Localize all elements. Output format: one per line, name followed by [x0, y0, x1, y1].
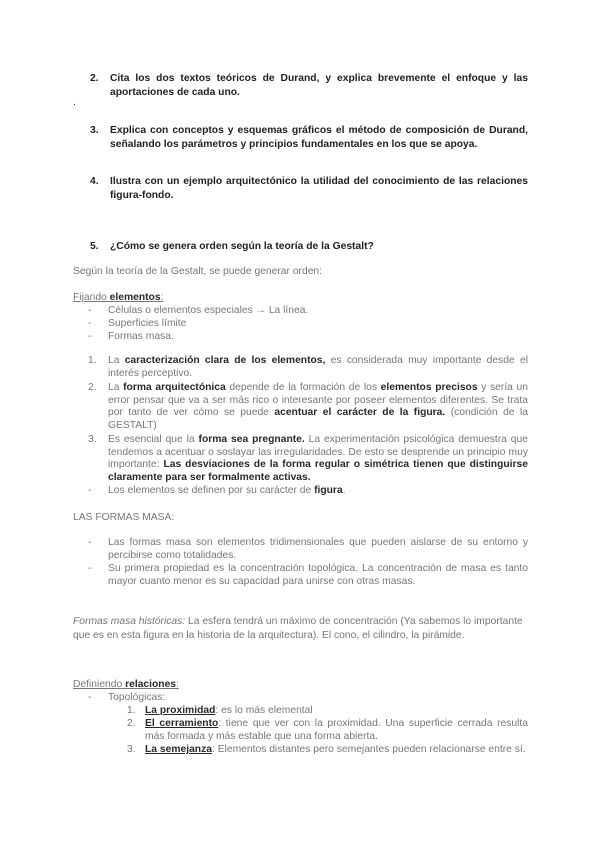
list-item-text: Superficies límite — [108, 318, 187, 329]
definiendo-heading — [73, 679, 179, 692]
fijando-pre: Fijando — [73, 292, 110, 303]
n3-c: La experimentación psicológica demuestra que tendemos a acentuar o soslayar las irregularidades. De esto se desprende un principio muy importante: — [108, 434, 528, 470]
n3-b: forma sea pregnante. — [198, 434, 305, 445]
tail-text — [108, 485, 346, 498]
n2-g: (condición de la GESTALT) — [108, 407, 528, 431]
question-number: 5. — [90, 241, 99, 252]
bullet: - — [88, 692, 92, 703]
relacion-title: La semejanza — [145, 744, 212, 755]
relacion-2 — [145, 718, 528, 743]
n2-f: acentuar el carácter de la figura. — [274, 407, 446, 418]
numbered-item-3 — [108, 434, 528, 484]
list-item-text: Formas masa. — [108, 331, 174, 342]
bullet: - — [88, 563, 92, 574]
list-item-text: Su primera propiedad es la concentración topológica. La concentración de masa es tanto mayor cuanto menor es su capacidad para unirse con otras masas. — [108, 563, 528, 587]
num-2: 2. — [88, 382, 97, 393]
tail-b: figura — [314, 485, 343, 496]
question-3 — [92, 124, 532, 166]
numbered-item-2 — [108, 382, 528, 432]
n3-d: Las desviaciones de la forma regular o simétrica tienen que distinguirse claramente para ser formalmente activas. — [108, 459, 528, 483]
fijando-post: : — [160, 292, 164, 303]
list-item-text: Células o elementos especiales → La línea. — [108, 305, 309, 316]
question-text: Explica con conceptos y esquemas gráficos el método de composición de Durand, señalando los parámetros y principios fundamentales en los que se apoya. — [110, 125, 528, 150]
relacion-3 — [145, 744, 528, 757]
bullet: - — [88, 485, 92, 496]
n2-d: elementos precisos — [380, 382, 478, 393]
rel-num-2: 2. — [127, 718, 136, 729]
historicas-label: Formas masa históricas: — [73, 616, 186, 627]
num-3: 3. — [88, 434, 97, 445]
tail-c: . — [342, 485, 346, 496]
definiendo-bold: relaciones — [125, 679, 177, 690]
n2-c: depende de la formación de los — [225, 382, 381, 393]
question-text: Ilustra con un ejemplo arquitectónico la utilidad del conocimiento de las relaciones figura-fondo. — [110, 176, 528, 201]
fijando-bold: elementos — [109, 292, 161, 303]
question-2 — [92, 72, 532, 100]
n1-b: caracterización clara de los elementos, — [124, 355, 326, 366]
tail-a: Los elementos se definen por su carácter de — [108, 485, 315, 496]
list-item-text: Las formas masa son elementos tridimensionales que pueden aislarse de su entorno y percibirse como totalidades. — [108, 537, 528, 561]
rel-num-3: 3. — [127, 744, 136, 755]
stray-dot: . — [73, 97, 76, 108]
bullet: - — [88, 537, 92, 548]
bullet: - — [88, 331, 92, 342]
fijando-heading — [73, 292, 163, 305]
n2-a: La — [108, 382, 124, 393]
n1-c: es considerada muy importante desde el interés perceptivo. — [108, 355, 528, 379]
numbered-item-1 — [108, 355, 528, 380]
relacion-text: : tiene que ver con la proximidad. Una superficie cerrada resulta más formada y más estable que una forma abierta. — [145, 718, 528, 742]
num-1: 1. — [88, 355, 97, 366]
definiendo-pre: Definiendo — [73, 679, 126, 690]
question-5 — [92, 240, 532, 254]
question-text: ¿Cómo se genera orden según la teoría de la Gestalt? — [110, 241, 374, 252]
question-number: 2. — [90, 73, 99, 84]
rel-num-1: 1. — [127, 705, 136, 716]
n2-e: y sería un error pensar que va a ser más rico o interesante por poseer elementos diferentes. Se trata por tanto de ver cómo se puede — [108, 382, 529, 418]
question-4 — [92, 175, 532, 203]
bullet: - — [88, 318, 92, 329]
n1-a: La — [108, 355, 125, 366]
question-number: 4. — [90, 176, 99, 187]
formas-heading: LAS FORMAS MASA: — [73, 512, 175, 523]
historicas-paragraph — [73, 615, 528, 642]
relacion-1 — [145, 705, 528, 718]
n2-b: forma arquitectónica — [123, 382, 226, 393]
question-number: 3. — [90, 125, 99, 136]
relacion-text: : Elementos distantes pero semejantes pueden relacionarse entre sí. — [211, 744, 526, 755]
topologicas-label: Topológicas: — [108, 692, 166, 703]
relacion-title: La proximidad — [145, 705, 216, 716]
relacion-text: : es lo más elemental — [215, 705, 313, 716]
relacion-title: El cerramiento — [145, 718, 219, 729]
n3-a: Es esencial que la — [108, 434, 199, 445]
intro-text: Según la teoría de la Gestalt, se puede generar orden: — [73, 266, 323, 277]
bullet: - — [88, 305, 92, 316]
historicas-text: La esfera tendrá un máximo de concentración (Ya sabemos lo importante que es en esta figura en la historia de la arquitectura). El cono, el cilindro, la pirámide. — [73, 616, 523, 641]
question-text: Cita los dos textos teóricos de Durand, y explica brevemente el enfoque y las aportaciones de cada uno. — [110, 73, 528, 98]
definiendo-post: : — [176, 679, 179, 690]
